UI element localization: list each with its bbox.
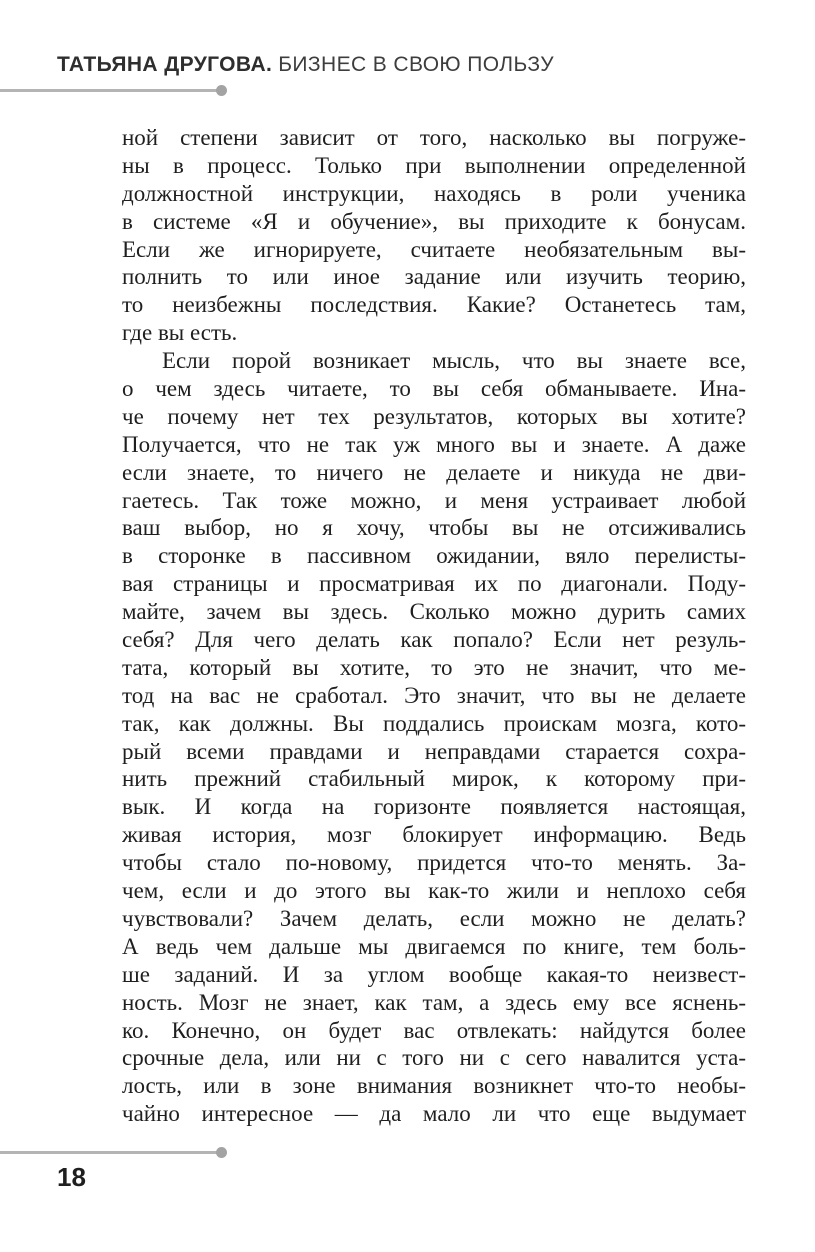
text-line: то неизбежны последствия. Какие? Останетесь там, [122,292,746,318]
text-line: ной степени зависит от того, насколько вы погруже- [122,125,746,150]
text-line: вык. И когда на горизонте появляется настоящая, [122,794,746,820]
header-author: ТАТЬЯНА ДРУГОВА. [57,53,273,76]
text-line: так, как должны. Вы поддались проискам мозга, кото- [122,710,746,736]
header-title: БИЗНЕС В СВОЮ ПОЛЬЗУ [278,53,554,76]
text-line: чтобы стало по-новому, придется что-то менять. За- [122,850,746,876]
footer-rule-dot [216,1147,227,1158]
page-number: 18 [57,1162,86,1192]
header-rule [0,89,224,92]
header-rule-dot [216,85,227,96]
text-line: чувствовали? Зачем делать, если можно не делать? [122,905,746,931]
text-line: лость, или в зоне внимания возникнет что-то необы- [122,1073,746,1099]
text-line: себя? Для чего делать как попало? Если нет резуль- [122,627,746,653]
text-line: полнить то или иное задание или изучить теорию, [122,264,746,290]
text-line: тод на вас не сработал. Это значит, что вы не делаете [122,682,746,708]
text-line: рый всеми правдами и неправдами старается сохра- [122,738,746,764]
text-line: Получается, что не так уж много вы и знаете. А даже [122,431,746,457]
text-line: о чем здесь читаете, то вы себя обманываете. Ина- [122,376,746,402]
text-line: должностной инструкции, находясь в роли ученика [122,180,746,206]
text-line: в сторонке в пассивном ожидании, вяло перелисты- [122,543,746,569]
text-line: гаетесь. Так тоже можно, и меня устраивает любой [122,487,746,513]
text-line: ны в процесс. Только при выполнении определенной [122,152,746,178]
text-line: чем, если и до этого вы как-то жили и неплохо себя [122,878,746,904]
text-line: А ведь чем дальше мы двигаемся по книге, тем боль- [122,933,746,959]
text-line: ваш выбор, но я хочу, чтобы вы не отсиживались [122,515,746,541]
text-line: ность. Мозг не знает, как там, а здесь ему все яснень- [122,989,746,1015]
text-line: майте, зачем вы здесь. Сколько можно дурить самих [122,599,746,625]
text-line: нить прежний стабильный мирок, к которому при- [122,766,746,792]
text-line: в системе «Я и обучение», вы приходите к бонусам. [122,208,746,234]
text-line: ше заданий. И за углом вообще какая-то неизвест- [122,961,746,987]
running-header [57,53,554,77]
text-line: ко. Конечно, он будет вас отвлекать: найдутся более [122,1017,746,1043]
text-line: срочные дела, или ни с того ни с сего навалится уста- [122,1045,746,1071]
text-line: чайно интересное — да мало ли что еще выдумает [122,1101,746,1127]
text-line: вая страницы и просматривая их по диагонали. Поду- [122,571,746,597]
body-text [122,124,746,1128]
text-line: Если порой возникает мысль, что вы знаете все, [162,348,746,374]
text-line: где вы есть. [122,320,238,346]
text-line: че почему нет тех результатов, которых вы хотите? [122,403,746,429]
text-line: Если же игнорируете, считаете необязательным вы- [122,236,746,262]
text-line: живая история, мозг блокирует информацию. Ведь [122,822,746,848]
text-line: если знаете, то ничего не делаете и никуда не дви- [122,459,746,485]
footer-rule [0,1151,224,1154]
text-line: тата, который вы хотите, то это не значит, что ме- [122,654,746,680]
